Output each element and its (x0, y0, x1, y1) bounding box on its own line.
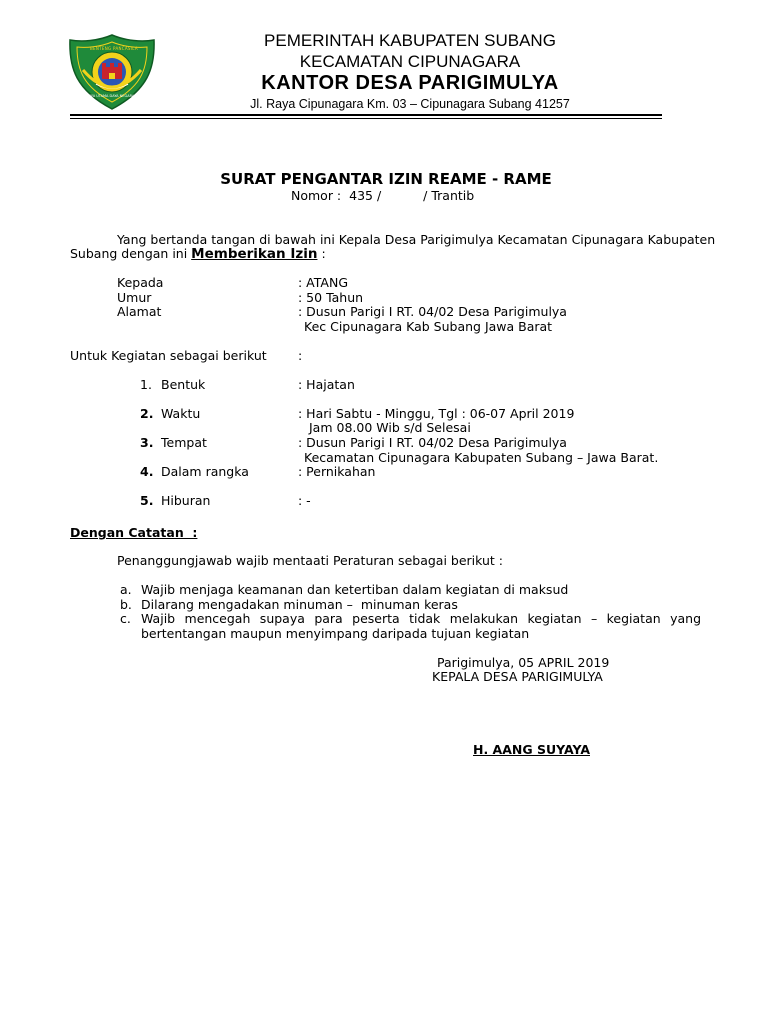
activity-num: 3. (140, 435, 154, 450)
recipient-label-age: Umur (117, 290, 152, 305)
activity-num: 2. (140, 406, 154, 421)
note-text: Wajib menjaga keamanan dan ketertiban dalam kegiatan di maksud (141, 582, 569, 597)
note-letter: b. (120, 597, 132, 612)
activity-value: : Pernikahan (298, 464, 376, 479)
activity-value: : - (298, 493, 311, 508)
recipient-label-name: Kepada (117, 275, 164, 290)
signature-position: KEPALA DESA PARIGIMULYA (432, 669, 603, 684)
logo-top-text: BENTENG PANCASILA (90, 46, 138, 51)
note-letter: a. (120, 582, 132, 597)
logo-bottom-text: KARYA UTAMA DAYA NEGARA (84, 94, 135, 98)
header-office: KANTOR DESA PARIGIMULYA (261, 72, 559, 94)
header-government: PEMERINTAH KABUPATEN SUBANG (264, 31, 556, 50)
intro-colon: : (321, 246, 326, 261)
activity-num: 5. (140, 493, 154, 508)
recipient-value-name: : ATANG (298, 275, 349, 290)
activity-value-2: Jam 08.00 Wib s/d Selesai (309, 420, 471, 435)
activity-label: Waktu (161, 406, 201, 421)
activity-value: : Dusun Parigi I RT. 04/02 Desa Parigimulya (298, 435, 567, 450)
letter-title: SURAT PENGANTAR IZIN REAME - RAME (220, 170, 552, 188)
header-divider-thick (70, 114, 662, 116)
activity-label: Tempat (161, 435, 207, 450)
note-letter: c. (120, 611, 131, 626)
note-text: Dilarang mengadakan minuman – minuman keras (141, 597, 458, 612)
activity-label: Dalam rangka (161, 464, 249, 479)
header-divider-thin (70, 118, 662, 119)
header-address: Jl. Raya Cipunagara Km. 03 – Cipunagara Subang 41257 (250, 97, 570, 111)
village-logo (68, 34, 156, 110)
recipient-label-address: Alamat (117, 304, 162, 319)
activity-intro-colon: : (298, 348, 303, 363)
note-text: Wajib mencegah supaya para peserta tidak melakukan kegiatan – kegiatan yang (141, 611, 701, 626)
activity-label: Hiburan (161, 493, 211, 508)
number-label: Nomor : (291, 188, 342, 203)
notes-heading: Dengan Catatan : (70, 525, 198, 540)
intro-line-1: Yang bertanda tangan di bawah ini Kepala Desa Parigimulya Kecamatan Cipunagara Kabupaten (117, 232, 716, 247)
intro-text: Subang dengan ini (70, 246, 188, 261)
activity-num: 1. (140, 377, 152, 392)
recipient-value-age: : 50 Tahun (298, 290, 364, 305)
activity-intro: Untuk Kegiatan sebagai berikut (70, 348, 267, 363)
intro-line-2 (70, 246, 326, 262)
note-text-2: bertentangan maupun menyimpang daripada tujuan kegiatan (141, 626, 530, 641)
number-suffix: / Trantib (423, 188, 475, 203)
activity-value: : Hajatan (298, 377, 355, 392)
header-district: KECAMATAN CIPUNAGARA (299, 52, 521, 71)
recipient-value-address-2: Kec Cipunagara Kab Subang Jawa Barat (304, 319, 553, 334)
number-value: 435 / (349, 188, 382, 203)
recipient-value-address: : Dusun Parigi I RT. 04/02 Desa Parigimulya (298, 304, 567, 319)
letter-number (291, 188, 474, 203)
notes-intro: Penanggungjawab wajib mentaati Peraturan sebagai berikut : (117, 553, 503, 568)
activity-num: 4. (140, 464, 154, 479)
activity-label: Bentuk (161, 377, 206, 392)
intro-emphasis: Memberikan Izin (191, 246, 318, 262)
activity-value: : Hari Sabtu - Minggu, Tgl : 06-07 April 2019 (298, 406, 575, 421)
signature-place-date: Parigimulya, 05 APRIL 2019 (437, 655, 610, 670)
signature-name: H. AANG SUYAYA (473, 742, 590, 757)
activity-value-2: Kecamatan Cipunagara Kabupaten Subang – Jawa Barat. (304, 450, 659, 465)
